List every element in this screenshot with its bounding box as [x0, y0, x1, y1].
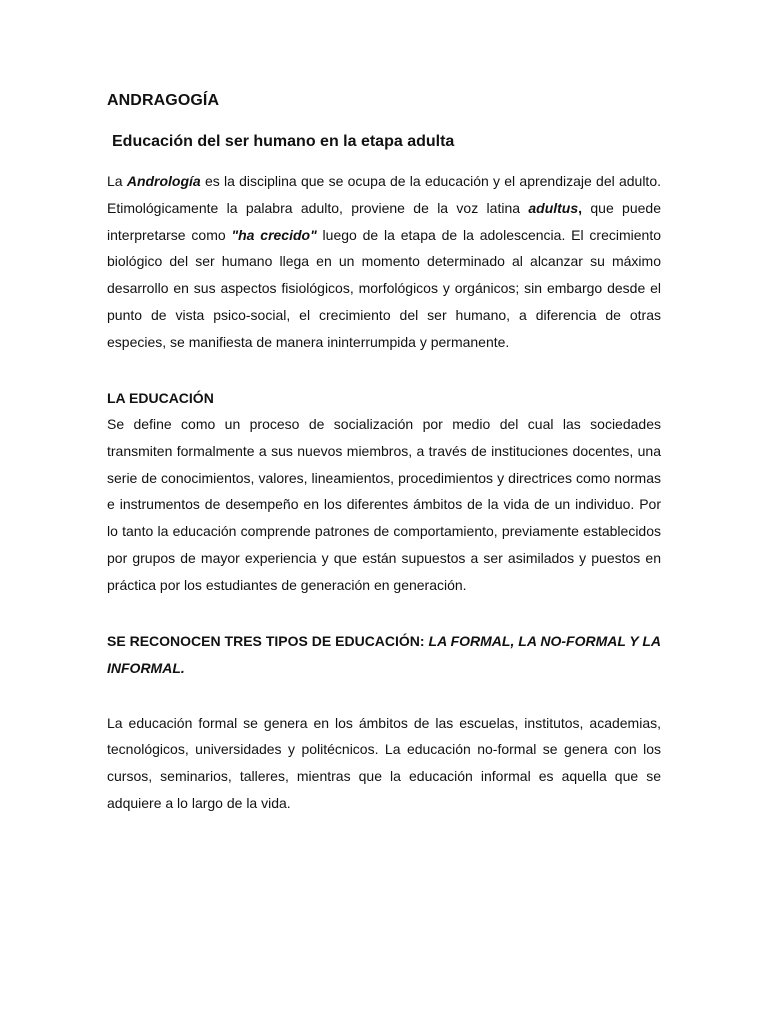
page-title: ANDRAGOGÍA [107, 92, 220, 109]
intro-text-1: La [107, 173, 127, 189]
section-heading-educacion: LA EDUCACIÓN [107, 389, 214, 406]
intro-text-4: luego de la etapa de la adolescencia. El crecimiento biológico del ser humano llega en un momento determinado al alcanzar su máximo desarrollo en sus aspectos fisiológicos, morfológicos y orgánicos; sin embargo desde el punto de vista psico-social, el crecimiento del ser humano, a diferencia de otras especies, se manifiesta de manera ininterrumpida y permanente. [107, 226, 662, 350]
term-adultus: adultus [528, 199, 579, 216]
educacion-paragraph: Se define como un proceso de socialización por medio del cual las sociedades transmiten formalmente a sus nuevos miembros, a través de instituciones docentes, una serie de conocimientos, valores, lineamientos, procedimientos y directrices como normas e instrumentos de desempeño en los diferentes ámbitos de la vida de un individuo. Por lo tanto la educación comprende patrones de comportamiento, previamente establecidos por grupos de mayor experiencia y que están supuestos a ser asimilados y puestos en práctica por los estudiantes de generación en generación. [107, 416, 661, 593]
types-heading-lead: SE RECONOCEN TRES TIPOS DE EDUCACIÓN: [107, 632, 429, 649]
intro-text-2: es la disciplina que se ocupa de la educación y el aprendizaje del adulto. Etimológicamente la palabra adulto, proviene de la voz latina [107, 173, 661, 216]
intro-paragraph [107, 168, 661, 356]
term-andrologia: Andrología [126, 173, 201, 189]
types-paragraph: La educación formal se genera en los ámbitos de las escuelas, institutos, academias, tecnológicos, universidades y politécnicos. La educación no-formal se genera con los cursos, seminarios, talleres, mientras que la educación informal es aquella que se adquiere a lo largo de la vida. [107, 714, 661, 812]
intro-text-3: que puede interpretarse como [107, 199, 661, 243]
types-heading-emphasis: LA FORMAL, LA NO-FORMAL Y LA INFORMAL. [107, 632, 661, 676]
term-adultus-comma: , [578, 199, 583, 216]
page-subtitle: Educación del ser humano en la etapa adulta [112, 133, 455, 150]
types-heading [107, 628, 661, 682]
document-content [107, 90, 661, 817]
quote-ha-crecido: "ha crecido" [231, 226, 317, 243]
